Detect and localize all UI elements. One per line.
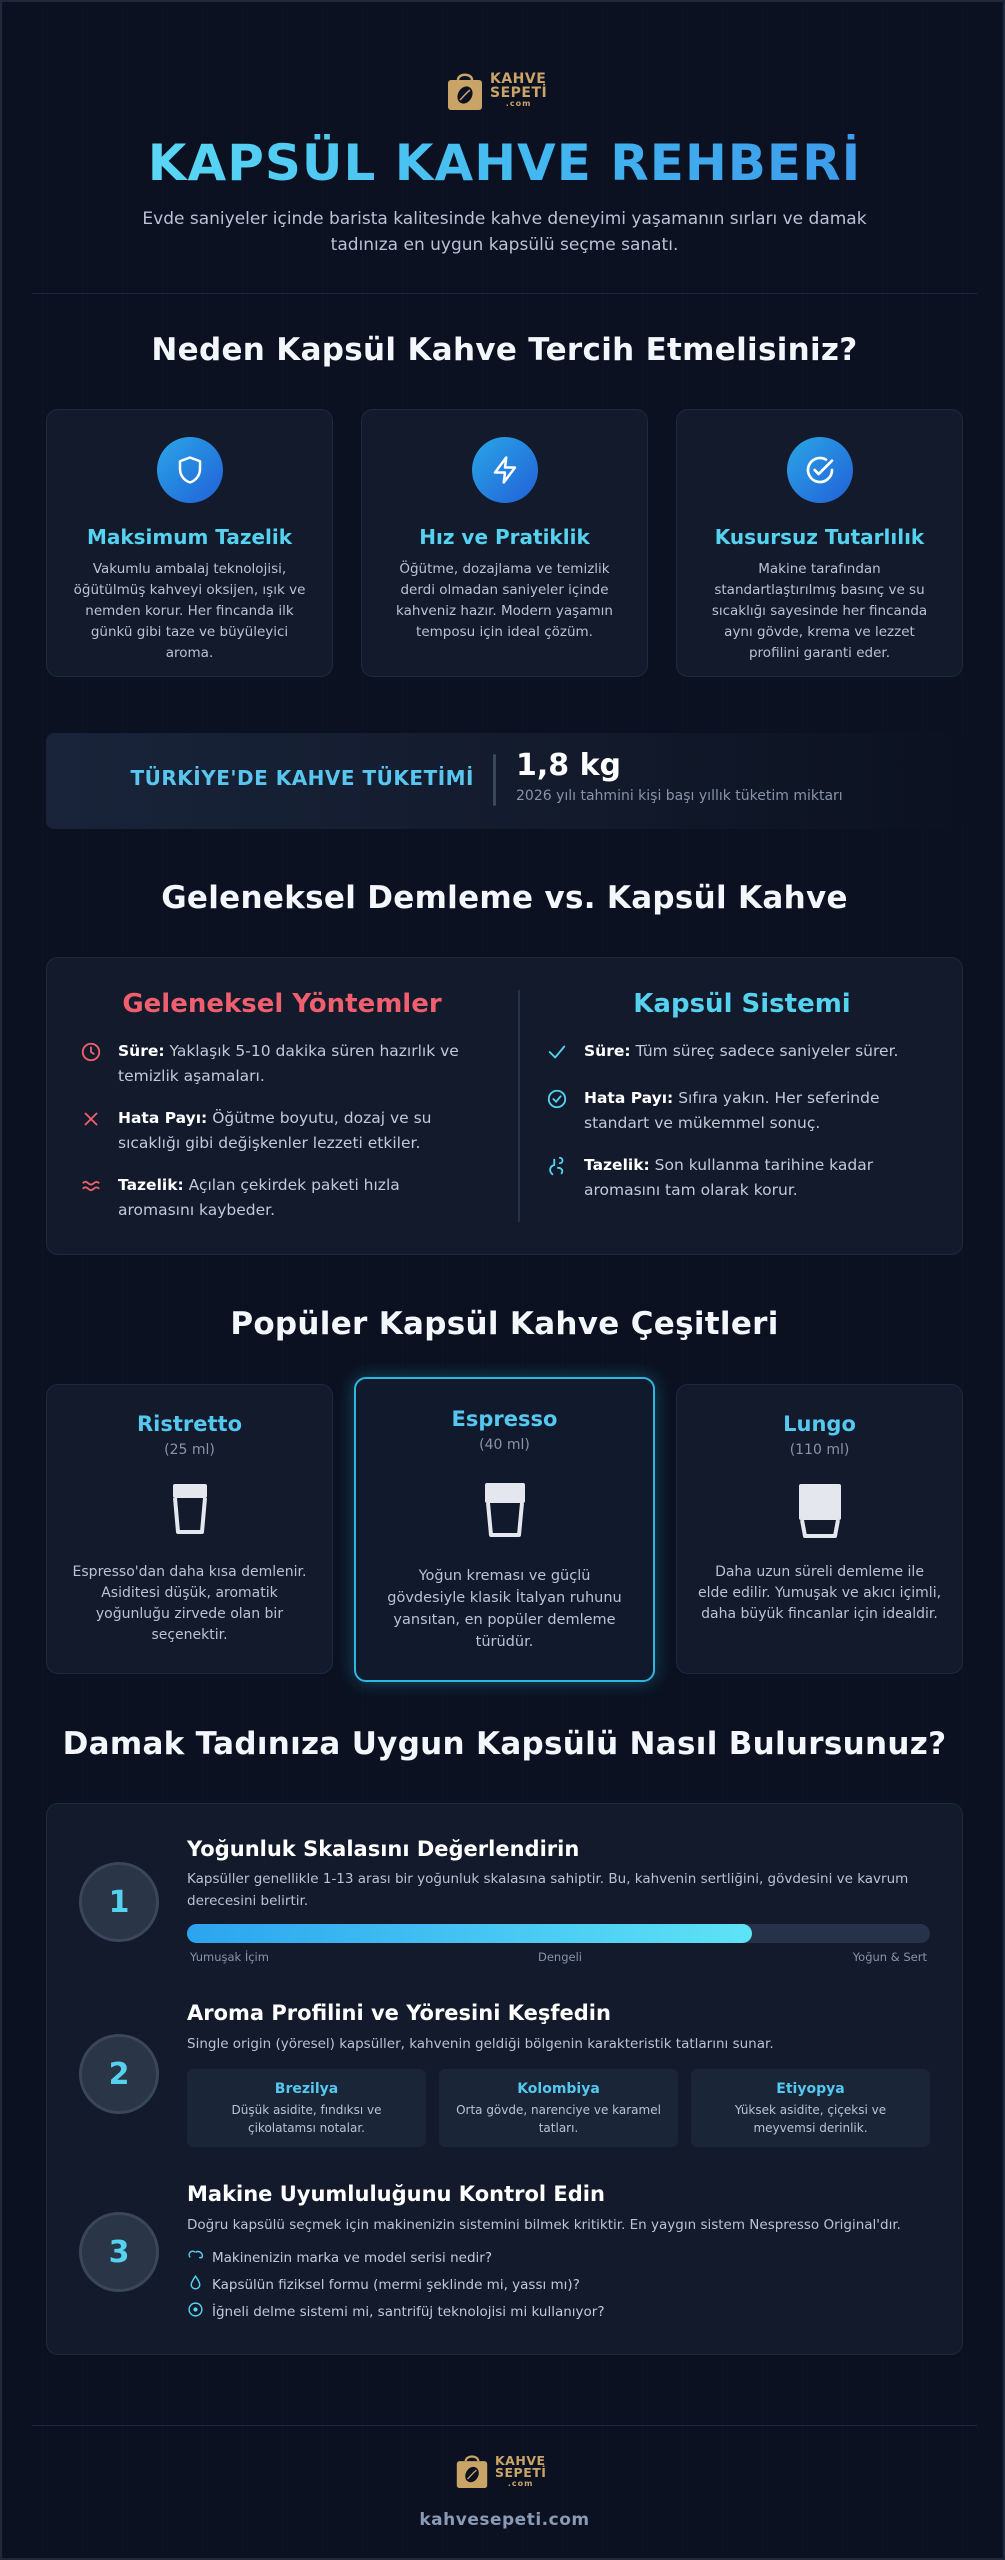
feature-text-line: kahveniz hazır. Modern yaşamın	[396, 603, 613, 619]
item-text: Tüm süreç sadece saniyeler sürer.	[635, 1042, 899, 1060]
shopping-bag-icon	[455, 2452, 489, 2490]
item-text: Öğütme boyutu, dozaj ve su	[212, 1109, 432, 1127]
feature-text-line: derdi olmadan saniyeler içinde	[400, 582, 609, 598]
feature-text-line: günkü gibi taze ve büyüleyici	[90, 624, 289, 640]
variety-name: Ristretto	[136, 1412, 242, 1436]
drop-icon	[187, 2274, 204, 2295]
stat-value: 1,8 kg	[516, 748, 622, 783]
cup-icon	[473, 1479, 537, 1543]
step-desc-line: derecesini belirtir.	[187, 1893, 309, 1909]
capsule-item	[546, 1153, 946, 1203]
variety-desc-line: gövdesiyle klasik İtalyan ruhunu	[387, 1590, 622, 1606]
feature-card-freshness	[46, 409, 333, 677]
page-title: KAPSÜL KAHVE REHBERİ	[2, 134, 1005, 192]
origin-desc	[691, 2101, 930, 2137]
origin-desc-line: tatları.	[538, 2121, 579, 2135]
origin-card-colombia	[439, 2069, 678, 2147]
stat-label: TÜRKİYE'DE KAHVE TÜKETİMİ	[130, 766, 474, 790]
compat-check-item	[187, 2274, 580, 2295]
feature-card-consistency	[676, 409, 963, 677]
feature-text	[362, 559, 647, 643]
origin-desc-line: Yüksek asidite, çiçeksi ve	[734, 2103, 887, 2117]
header-divider	[32, 293, 977, 294]
feature-text-line: Makine tarafından	[758, 561, 881, 577]
step-title: Aroma Profilini ve Yöresini Keşfedin	[187, 2001, 611, 2025]
cross-icon	[80, 1106, 104, 1156]
subtitle-line-2: tadınıza en uygun kapsülü seçme sanatı.	[330, 235, 679, 255]
item-text: aromasını kaybeder.	[118, 1201, 276, 1219]
variety-desc-line: Espresso'dan daha kısa demlenir.	[72, 1564, 307, 1580]
variety-desc-line: daha büyük fincanlar için idealdir.	[701, 1606, 938, 1622]
intensity-scale-track	[187, 1924, 930, 1943]
why-section-title: Neden Kapsül Kahve Tercih Etmelisiniz?	[151, 332, 858, 368]
traditional-item	[80, 1039, 500, 1089]
variety-card-lungo[interactable]	[676, 1384, 963, 1674]
capsule-item	[546, 1039, 946, 1067]
brand-line-1: KAHVE	[490, 71, 547, 87]
variety-name: Lungo	[783, 1412, 856, 1436]
target-icon	[187, 2301, 204, 2322]
step-desc	[187, 1868, 937, 1912]
origin-name: Kolombiya	[517, 2081, 600, 2097]
item-text: standart ve mükemmel sonuç.	[584, 1114, 821, 1132]
variety-desc-line: Daha uzun süreli demleme ile	[715, 1564, 924, 1580]
origin-desc-line: Düşük asidite, fındıksı ve	[231, 2103, 382, 2117]
step-number-badge: 3	[79, 2212, 159, 2292]
feature-text-line: Vakumlu ambalaj teknolojisi,	[92, 561, 287, 577]
step-desc: Doğru kapsülü seçmek için makinenizin sistemini bilmek kritiktir. En yaygın sistem Nespresso Original'dır.	[187, 2217, 901, 2233]
compare-section-title: Geleneksel Demleme vs. Kapsül Kahve	[161, 880, 848, 916]
feature-text-line: öğütülmüş kahveyi oksijen, ışık ve	[73, 582, 306, 598]
variety-name: Espresso	[451, 1407, 558, 1431]
scale-label-balanced: Dengeli	[538, 1950, 582, 1964]
origin-desc	[187, 2101, 426, 2137]
origin-desc-line: Orta gövde, narenciye ve karamel	[456, 2103, 661, 2117]
cup-icon	[160, 1480, 220, 1540]
feature-title: Kusursuz Tutarlılık	[714, 525, 925, 549]
varieties-section-title: Popüler Kapsül Kahve Çeşitleri	[230, 1306, 779, 1342]
brand-line-3: .com	[505, 99, 532, 108]
brand-logo[interactable]	[446, 70, 547, 110]
compat-check-item	[187, 2301, 605, 2322]
variety-desc	[677, 1562, 962, 1625]
origin-desc-line: çikolatamsı notalar.	[248, 2121, 365, 2135]
traditional-heading: Geleneksel Yöntemler	[122, 989, 442, 1019]
step-desc-line: Kapsüller genellikle 1-13 arası bir yoğunluk skalasına sahiptir. Bu, kahvenin sertliğini, gövdesini ve kavrum	[187, 1871, 909, 1887]
stat-divider	[493, 754, 496, 806]
item-text: aromasını tam olarak korur.	[584, 1181, 798, 1199]
shopping-bag-icon	[446, 70, 484, 110]
check-circle-icon	[787, 437, 853, 503]
variety-size: (25 ml)	[164, 1442, 215, 1458]
traditional-item	[80, 1173, 500, 1223]
variety-card-ristretto[interactable]	[46, 1384, 333, 1674]
feature-text-line: Öğütme, dozajlama ve temizlik	[399, 561, 610, 577]
step-number-badge: 2	[79, 2034, 159, 2114]
check-text: Kapsülün fiziksel formu (mermi şeklinde mi, yassı mı)?	[212, 2276, 580, 2293]
checkmark-icon	[546, 1039, 570, 1067]
step-desc: Single origin (yöresel) kapsüller, kahvenin geldiği bölgenin karakteristik tatlarını sunar.	[187, 2036, 774, 2052]
variety-desc-line: seçenektir.	[151, 1627, 228, 1643]
item-label: Hata Payı:	[584, 1089, 674, 1107]
feature-title: Hız ve Pratiklik	[419, 525, 590, 549]
stat-note: 2026 yılı tahmini kişi başı yıllık tüketim miktarı	[516, 788, 843, 804]
step-number-badge: 1	[79, 1862, 159, 1942]
variety-desc-line: yansıtan, en popüler demleme	[393, 1612, 616, 1628]
item-text: Sıfıra yakın. Her seferinde	[678, 1089, 880, 1107]
item-text: temizlik aşamaları.	[118, 1067, 265, 1085]
feature-text-line: standartlaştırılmış basınç ve su	[714, 582, 925, 598]
seal-icon	[546, 1153, 570, 1203]
item-label: Tazelik:	[584, 1156, 650, 1174]
check-circle-icon	[546, 1086, 570, 1136]
origin-desc	[439, 2101, 678, 2137]
variety-desc-line: elde edilir. Yumuşak ve akıcı içimli,	[697, 1585, 942, 1601]
origin-card-ethiopia	[691, 2069, 930, 2147]
variety-desc	[47, 1562, 332, 1646]
feature-text	[47, 559, 332, 664]
feature-text-line: aroma.	[165, 645, 214, 661]
item-label: Süre:	[118, 1042, 165, 1060]
variety-size: (40 ml)	[479, 1437, 530, 1453]
brand-wordmark	[495, 2452, 547, 2488]
capsule-item	[546, 1086, 946, 1136]
clock-icon	[80, 1039, 104, 1089]
step-title: Makine Uyumluluğunu Kontrol Edin	[187, 2182, 605, 2206]
brand-wordmark	[490, 72, 547, 108]
feature-text-line: profilini garanti eder.	[748, 645, 891, 661]
item-label: Hata Payı:	[118, 1109, 208, 1127]
variety-desc-line: Asiditesi düşük, aromatik	[101, 1585, 278, 1601]
guide-section-title: Damak Tadınıza Uygun Kapsülü Nasıl Bulursunuz?	[62, 1726, 947, 1762]
item-label: Süre:	[584, 1042, 631, 1060]
origin-desc-line: meyvemsi derinlik.	[753, 2121, 868, 2135]
feature-text-line: aynı gövde, krema ve lezzet	[724, 624, 915, 640]
feature-text-line: sıcaklığı sayesinde her fincanda	[711, 603, 928, 619]
feature-title: Maksimum Tazelik	[86, 525, 293, 549]
scale-label-strong: Yoğun & Sert	[852, 1950, 927, 1964]
check-text: Makinenizin marka ve model serisi nedir?	[212, 2249, 492, 2266]
compat-check-item	[187, 2247, 492, 2268]
item-text: Yaklaşık 5-10 dakika süren hazırlık ve	[169, 1042, 459, 1060]
scale-label-soft: Yumuşak İçim	[190, 1950, 269, 1964]
origin-name: Brezilya	[274, 2081, 339, 2097]
origin-name: Etiyopya	[776, 2081, 845, 2097]
variety-desc-line: türüdür.	[475, 1634, 534, 1650]
item-text: sıcaklığı gibi değişkenler lezzeti etkiler.	[118, 1134, 421, 1152]
capsule-heading: Kapsül Sistemi	[633, 989, 851, 1019]
brand-line-2: SEPETİ	[490, 85, 548, 101]
item-text: Son kullanma tarihine kadar	[654, 1156, 874, 1174]
check-text: İğneli delme sistemi mi, santrifüj teknolojisi mi kullanıyor?	[212, 2303, 605, 2320]
cup-icon	[790, 1480, 850, 1540]
footer-url-link[interactable]: kahvesepeti.com	[419, 2510, 590, 2530]
brand-line-1: KAHVE	[495, 2452, 546, 2468]
brand-line-3: .com	[507, 2478, 534, 2488]
variety-card-espresso[interactable]	[354, 1377, 655, 1682]
lightning-icon	[472, 437, 538, 503]
variety-desc	[356, 1565, 653, 1653]
brand-line-2: SEPETİ	[495, 2465, 547, 2480]
variety-size: (110 ml)	[789, 1442, 850, 1458]
subtitle-line-1: Evde saniyeler içinde barista kalitesinde kahve deneyimi yaşamanın sırları ve damak	[142, 209, 867, 229]
variety-desc-line: yoğunluğu zirvede olan bir	[95, 1606, 284, 1622]
feature-text-line: nemden korur. Her fincanda ilk	[85, 603, 294, 619]
step-title: Yoğunluk Skalasını Değerlendirin	[187, 1837, 580, 1861]
comparison-divider	[518, 990, 520, 1222]
variety-desc-line: Yoğun kreması ve güçlü	[418, 1568, 591, 1584]
footer-logo[interactable]	[455, 2452, 546, 2490]
item-text: Açılan çekirdek paketi hızla	[188, 1176, 400, 1194]
link-icon	[187, 2247, 204, 2268]
shield-icon	[157, 437, 223, 503]
wave-icon	[80, 1173, 104, 1223]
item-label: Tazelik:	[118, 1176, 184, 1194]
feature-card-speed	[361, 409, 648, 677]
traditional-item	[80, 1106, 500, 1156]
feature-text	[677, 559, 962, 664]
origin-card-brazil	[187, 2069, 426, 2147]
feature-text-line: temposu için ideal çözüm.	[416, 624, 593, 640]
footer-divider	[32, 2425, 977, 2426]
intensity-scale-fill	[187, 1924, 752, 1943]
